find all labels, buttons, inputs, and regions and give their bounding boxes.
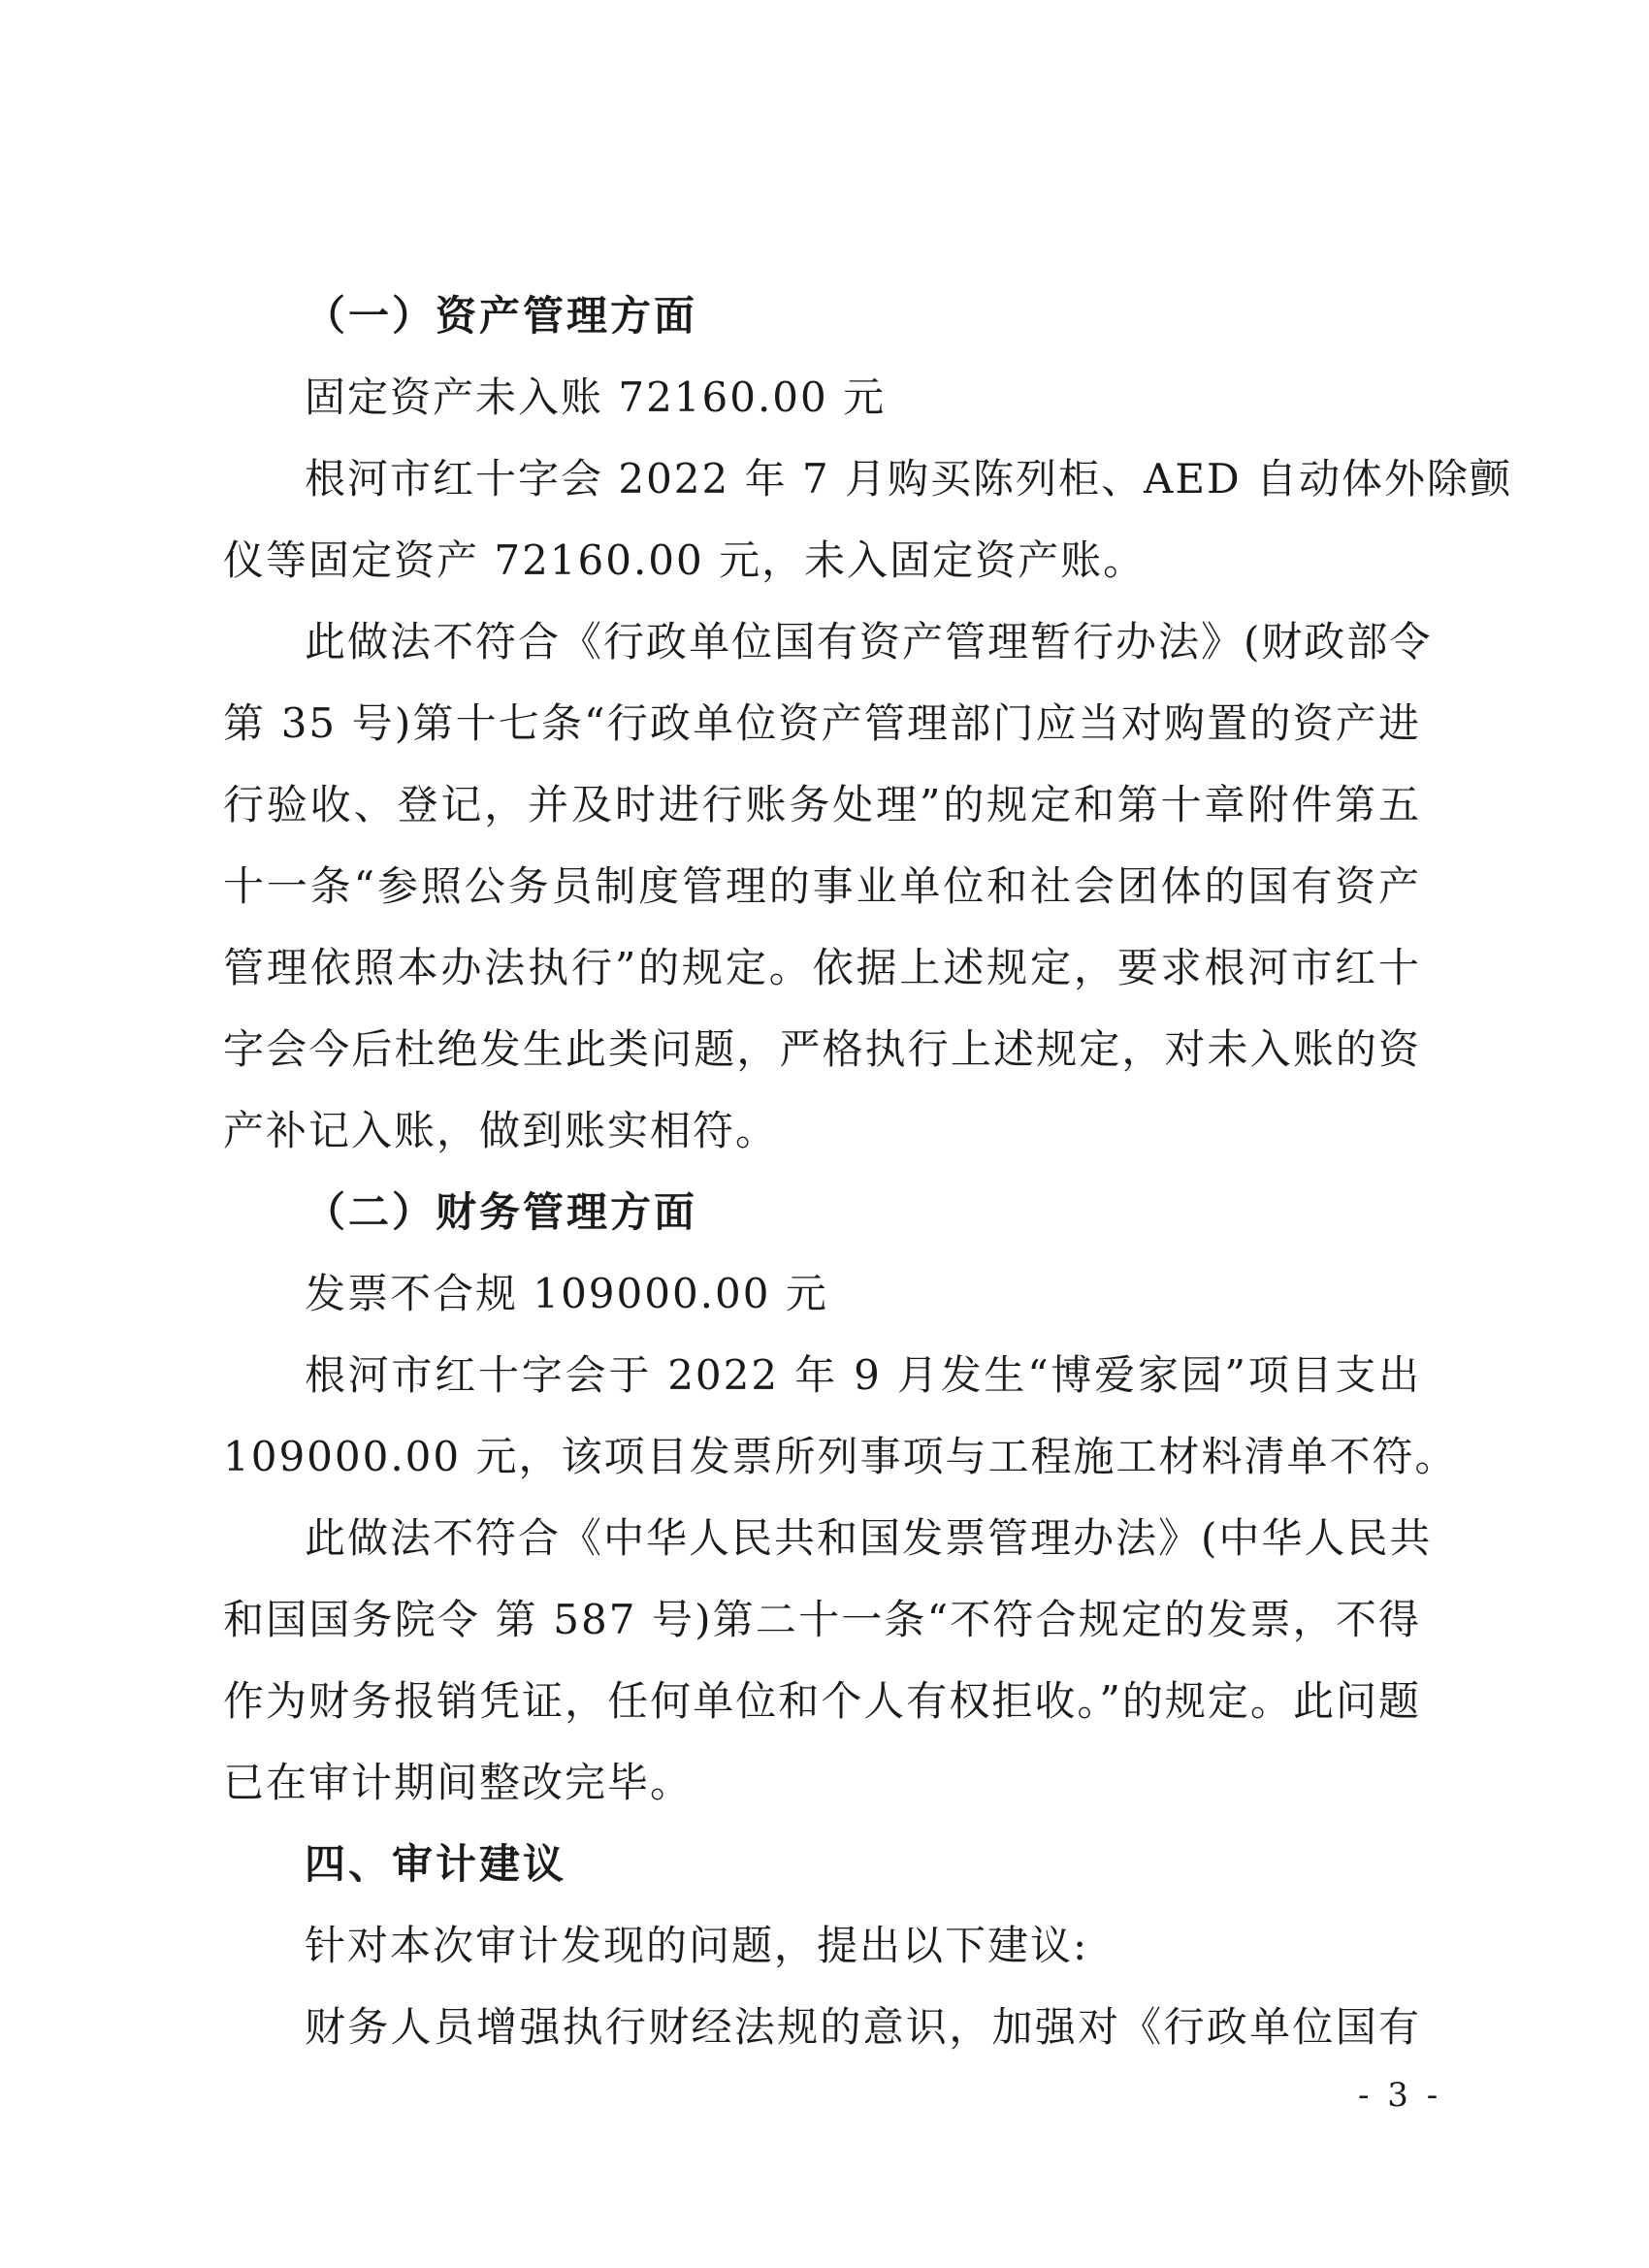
- section-subtitle-invoice: 发票不合规 109000.00 元: [305, 1270, 828, 1317]
- paragraph-line: 此做法不符合《中华人民共和国发票管理办法》(中华人民共: [305, 1514, 1433, 1562]
- paragraph-line: 作为财务报销凭证，任何单位和个人有权拒收。”的规定。此问题: [223, 1677, 1421, 1725]
- paragraph-line: 第 35 号)第十七条“行政单位资产管理部门应当对购置的资产进: [223, 699, 1421, 747]
- section-heading-financial-management: （二）财务管理方面: [305, 1188, 698, 1236]
- paragraph-line: 已在审计期间整改完毕。: [223, 1759, 694, 1806]
- paragraph-line: 109000.00 元，该项目发票所列事项与工程施工材料清单不符。: [223, 1433, 1458, 1480]
- paragraph-line: 产补记入账，做到账实相符。: [223, 1107, 779, 1154]
- paragraph-line: 和国国务院令 第 587 号)第二十一条“不符合规定的发票，不得: [223, 1596, 1421, 1643]
- paragraph-line: 字会今后杜绝发生此类问题，严格执行上述规定，对未入账的资: [223, 1025, 1421, 1073]
- paragraph-line: 针对本次审计发现的问题，提出以下建议:: [305, 1922, 1089, 1969]
- document-body: [223, 275, 1513, 2068]
- paragraph-line: 行验收、登记，并及时进行账务处理”的规定和第十章附件第五: [223, 781, 1421, 828]
- paragraph-line: 仪等固定资产 72160.00 元，未入固定资产账。: [223, 536, 1147, 584]
- paragraph-line: 管理依照本办法执行”的规定。依据上述规定，要求根河市红十: [223, 944, 1421, 991]
- paragraph-line: 财务人员增强执行财经法规的意识，加强对《行政单位国有: [305, 2003, 1421, 2051]
- page-number: - 3 -: [1358, 2076, 1442, 2115]
- section-heading-asset-management: （一）资产管理方面: [305, 292, 698, 340]
- paragraph-line: 十一条“参照公务员制度管理的事业单位和社会团体的国有资产: [223, 862, 1421, 910]
- section-heading-audit-suggestions: 四、审计建议: [305, 1840, 567, 1888]
- paragraph-line: 根河市红十字会于 2022 年 9 月发生“博爱家园”项目支出: [305, 1351, 1421, 1399]
- paragraph-line: 根河市红十字会 2022 年 7 月购买陈列柜、AED 自动体外除颤: [305, 455, 1513, 502]
- paragraph-line: 此做法不符合《行政单位国有资产管理暂行办法》(财政部令: [305, 618, 1433, 665]
- section-subtitle-asset: 固定资产未入账 72160.00 元: [305, 373, 887, 421]
